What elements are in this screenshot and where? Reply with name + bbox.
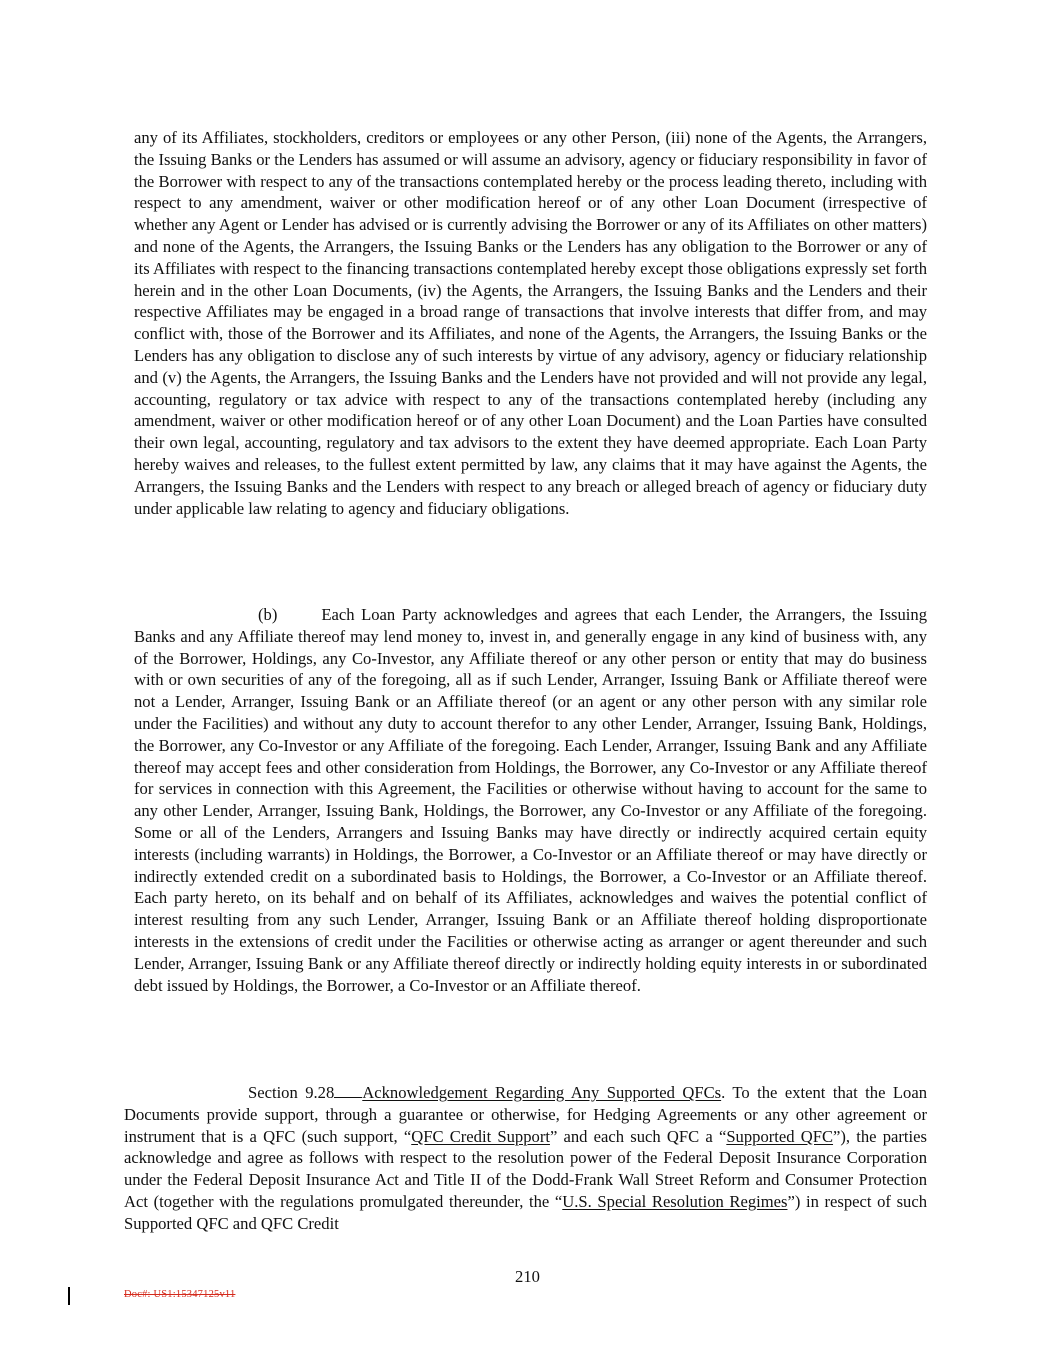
defined-term-qfc-credit-support: QFC Credit Support [411, 1126, 550, 1146]
paragraph-b [134, 604, 927, 996]
defined-term-supported-qfc: Supported QFC [726, 1126, 834, 1146]
paragraph-continuation: any of its Affiliates, stockholders, creditors or employees or any other Person, (iii) none of the Agents, the Arrangers, the Issuing Banks or the Lenders has assumed or will assume an advisory, agency or fiduciary responsibility in favor of the Borrower with respect to any of the transactions contemplated hereby or the process leading thereto, including with respect to any amendment, waiver or other modification hereof or of any other Loan Document (irrespective of whether any Agent or Lender has advised or is currently advising the Borrower or any of its Affiliates on other matters) and none of the Agents, the Arrangers, the Issuing Banks or the Lenders has any obligation to the Borrower or any of its Affiliates with respect to the financing transactions contemplated hereby except those obligations expressly set forth herein and in the other Loan Documents, (iv) the Agents, the Arrangers, the Issuing Banks and the Lenders and their respective Affiliates may be engaged in a broad range of transactions that involve interests that differ from, and may conflict with, those of the Borrower and its Affiliates, and none of the Agents, the Arrangers, the Issuing Banks or the Lenders has any obligation to disclose any of such interests by virtue of any advisory, agency or fiduciary relationship and (v) the Agents, the Arrangers, the Issuing Banks and the Lenders have not provided and will not provide any legal, accounting, regulatory or tax advice with respect to any of the transactions contemplated hereby (including any amendment, waiver or other modification hereof or of any other Loan Document) and the Loan Parties have consulted their own legal, accounting, regulatory and tax advisors to the extent they have deemed appropriate. Each Loan Party hereby waives and releases, to the fullest extent permitted by law, any claims that it may have against the Agents, the Arrangers, the Issuing Banks and the Lenders with respect to any breach or alleged breach of agency or fiduciary duty under applicable law relating to agency and fiduciary obligations. [134, 128, 927, 518]
section-text-1: . To the extent that the Loan Documents provide support, through a guarantee or otherwise, for Hedging Agreements or any other agreement or instrument that is a QFC (such support, “ [124, 1083, 927, 1146]
paragraph-b-label: (b) [258, 605, 278, 624]
document-id-footer: Doc#: US1:15347125v11 [124, 1289, 236, 1300]
section-text-4: ”) in respect of such Supported QFC and QFC Credit [124, 1191, 927, 1233]
paragraph-b-text: Each Loan Party acknowledges and agrees that each Lender, the Arrangers, the Issuing Banks and any Affiliate thereof may lend money to, invest in, and generally engage in any kind of business with, any of the Borrower, Holdings, any Co-Investor, any Affiliate thereof or any other person or entity that may do business with or own securities of any of the foregoing, all as if such Lender, Arranger, Issuing Bank or Affiliate thereof were not a Lender, Arranger, Issuing Bank or an Affiliate thereof (or an agent or any other person with any similar role under the Facilities) and without any duty to account therefor to any other Lender, Arranger, Issuing Bank, Holdings, the Borrower, any Co-Investor or any Affiliate of the foregoing. Each Lender, Arranger, Issuing Bank and any Affiliate thereof may accept fees and other consideration from Holdings, the Borrower, any Co-Investor or any Affiliate thereof for services in connection with this Agreement, the Facilities or otherwise without having to account for the same to any other Lender, Arranger, Issuing Bank, Holdings, the Borrower, any Co-Investor or any Affiliate of the foregoing. Some or all of the Lenders, Arrangers and Issuing Banks may have directly or indirectly acquired certain equity interests (including warrants) in Holdings, the Borrower, a Co-Investor or an Affiliate thereof or may have directly or indirectly extended credit on a subordinated basis to Holdings, the Borrower, a Co-Investor or an Affiliate thereof. Each party hereto, on its behalf and on behalf of its Affiliates, acknowledges and waives the potential conflict of interest resulting from any such Lender, Arranger, Issuing Bank or an Affiliate thereof holding disproportionate interests in the extensions of credit under the Facilities or otherwise acting as arranger or agent thereunder and such Lender, Arranger, Issuing Bank or any Affiliate thereof directly or indirectly holding equity interests in or subordinated debt issued by Holdings, the Borrower, a Co-Investor or an Affiliate thereof. [134, 605, 927, 995]
section-text-3: ”), the parties acknowledge and agree as follows with respect to the resolution power of the Federal Deposit Insurance Corporation under the Federal Deposit Insurance Act and Title II of the Dodd-Frank Wall Street Reform and Consumer Protection Act (together with the regulations promulgated thereunder, the “ [124, 1126, 927, 1211]
section-heading: Acknowledgement Regarding Any Supported QFCs [362, 1083, 722, 1102]
page-number: 210 [515, 1267, 540, 1286]
section-heading-gap [334, 1085, 362, 1098]
section-text-2: ” and each such QFC a “ [549, 1126, 727, 1146]
section-number: Section 9.28 [248, 1083, 335, 1102]
defined-term-us-special-resolution-regimes: U.S. Special Resolution Regimes [562, 1191, 788, 1211]
section-9-28 [124, 1082, 927, 1235]
revision-change-bar [68, 1287, 70, 1305]
